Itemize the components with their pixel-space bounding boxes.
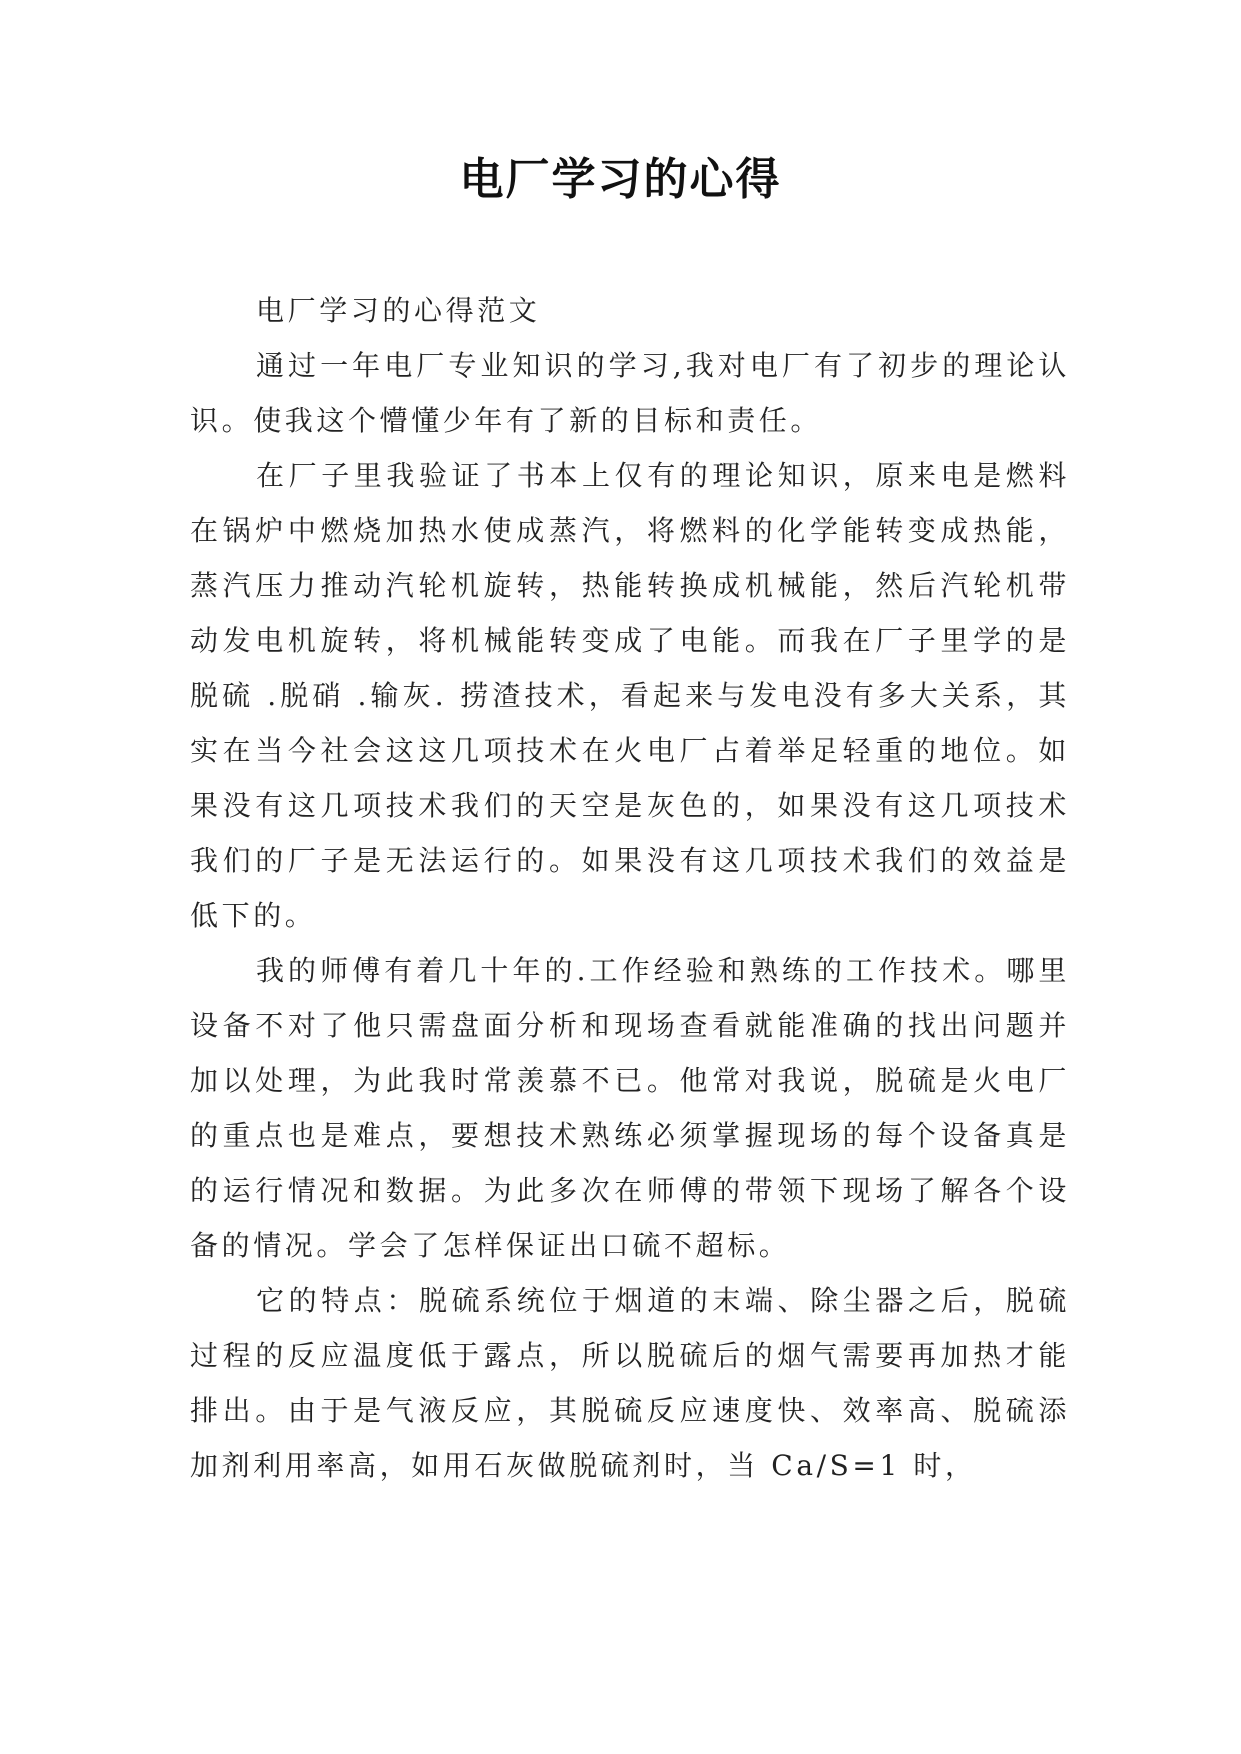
document-subtitle: 电厂学习的心得范文 xyxy=(256,294,541,327)
paragraph-3: 我的师傅有着几十年的.工作经验和熟练的工作技术。哪里设备不对了他只需盘面分析和现场查看就能准确的找出问题并加以处理，为此我时常羡慕不已。他常对我说，脱硫是火电厂的重点也是难点，要想技术熟练必须掌握现场的每个设备真是的运行情况和数据。为此多次在师傅的带领下现场了解各个设备的情况。学会了怎样保证出口硫不超标。 xyxy=(190,954,1070,1262)
paragraph-4: 它的特点：脱硫系统位于烟道的末端、除尘器之后，脱硫过程的反应温度低于露点，所以脱硫后的烟气需要再加热才能排出。由于是气液反应，其脱硫反应速度快、效率高、脱硫添加剂利用率高，如用石灰做脱硫剂时，当 Ca/S=1 时， xyxy=(190,1284,1070,1482)
paragraph-2: 在厂子里我验证了书本上仅有的理论知识，原来电是燃料在锅炉中燃烧加热水使成蒸汽，将燃料的化学能转变成热能，蒸汽压力推动汽轮机旋转，热能转换成机械能，然后汽轮机带动发电机旋转，将机械能转变成了电能。而我在厂子里学的是脱硫 .脱硝 .输灰. 捞渣技术，看起来与发电没有多大关系，其实在当今社会这这几项技术在火电厂占着举足轻重的地位。如果没有这几项技术我们的天空是灰色的，如果没有这几项技术我们的厂子是无法运行的。如果没有这几项技术我们的效益是低下的。 xyxy=(190,459,1070,932)
paragraph-1: 通过一年电厂专业知识的学习,我对电厂有了初步的理论认识。使我这个懵懂少年有了新的目标和责任。 xyxy=(190,349,1070,437)
document-body xyxy=(190,283,1070,1493)
document-title: 电厂学习的心得 xyxy=(459,154,782,205)
